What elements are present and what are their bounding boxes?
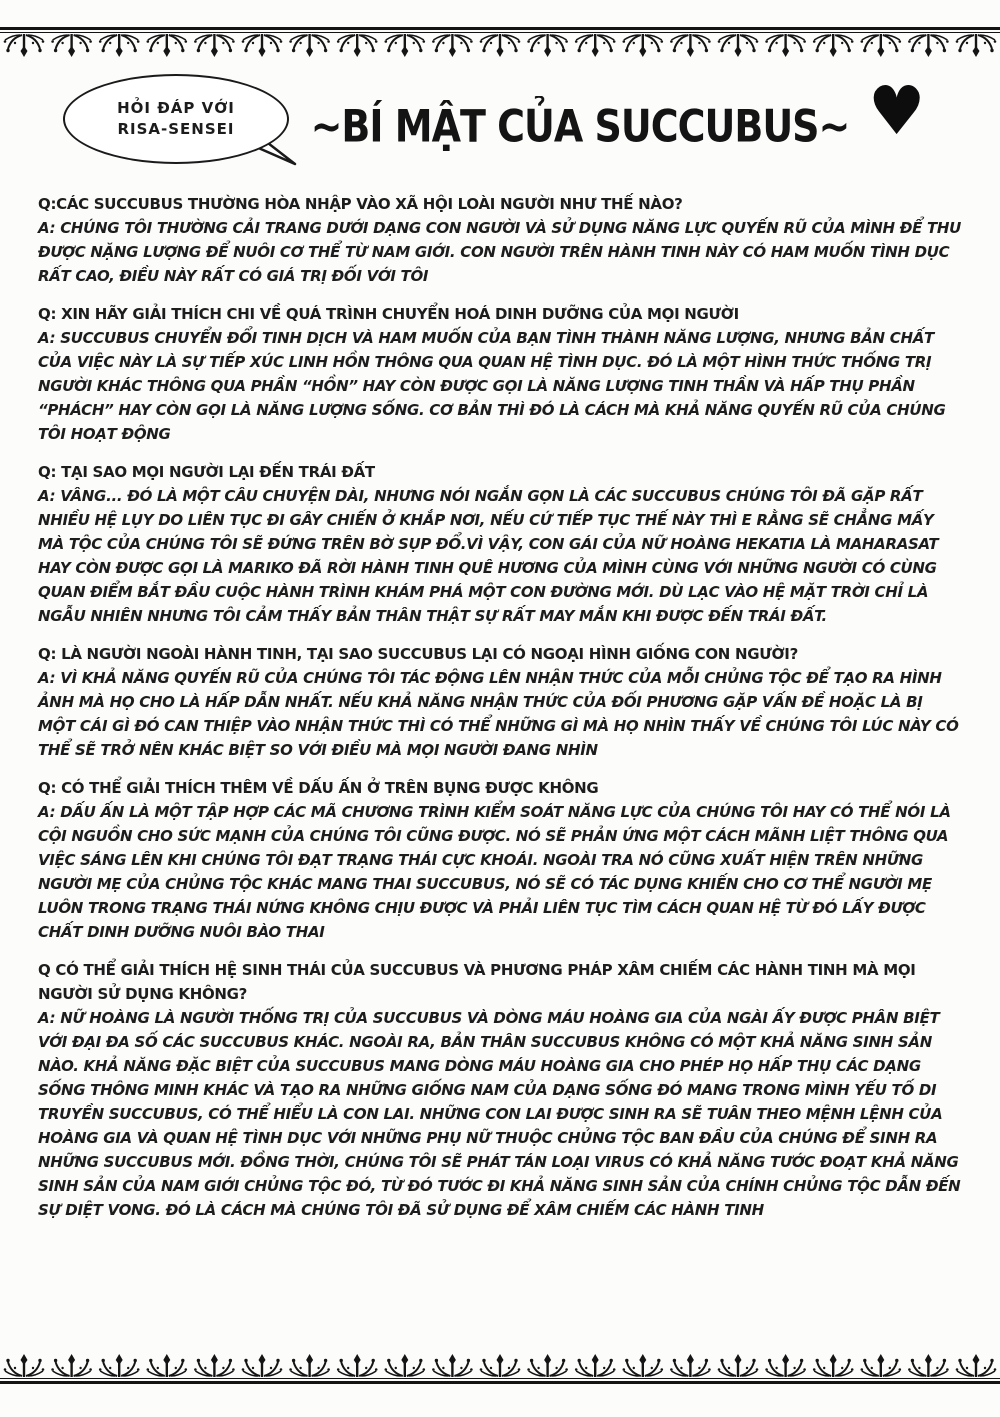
qa-block <box>38 302 964 446</box>
question: Q CÓ THỂ GIẢI THÍCH HỆ SINH THÁI CỦA SUCCUBUS VÀ PHƯƠNG PHÁP XÂM CHIẾM CÁC HÀNH TINH MÀ MỌI NGƯỜI SỬ DỤNG KHÔNG? <box>38 961 916 1003</box>
qa-block <box>38 460 964 628</box>
bottom-border-thick-rule <box>0 1381 1000 1384</box>
speech-bubble-line1: HỎI ĐÁP VỚI <box>117 99 235 117</box>
heart-icon: ♥ <box>868 73 926 151</box>
answer: A: VÂNG... ĐÓ LÀ MỘT CÂU CHUYỆN DÀI, NHƯNG NÓI NGẮN GỌN LÀ CÁC SUCCUBUS CHÚNG TÔI ĐÃ GẶP RẤT NHIỀU HỆ LỤY DO LIÊN TỤC ĐI GÂY CHIẾN Ở KHẮP NƠI, NẾU CỨ TIẾP TỤC THẾ NÀY THÌ E RẰNG SẼ CHẲNG MẤY MÀ TỘC CỦA CHÚNG TÔI SẼ ĐỨNG TRÊN BỜ SỤP ĐỔ.VÌ VẬY, CON GÁI CỦA NỮ HOÀNG HEKATIA LÀ MAHARASAT HAY CÒN ĐƯỢC GỌI LÀ MARIKO ĐÃ RỜI HÀNH TINH QUÊ HƯƠNG CỦA MÌNH CÙNG VỚI NHỮNG NGƯỜI CÓ CÙNG QUAN ĐIỂM BẮT ĐẦU CUỘC HÀNH TRÌNH KHÁM PHÁ MỘT CON ĐƯỜNG MỚI. DÙ LẠC VÀO HỆ MẶT TRỜI CHỈ LÀ NGẪU NHIÊN NHƯNG TÔI CẢM THẤY BẢN THÂN THẬT SỰ RẤT MAY MẮN KHI ĐƯỢC ĐẾN TRÁI ĐẤT. <box>38 487 939 625</box>
top-border <box>0 27 1000 59</box>
qa-block <box>38 958 964 1222</box>
speech-bubble <box>63 74 289 164</box>
question: Q: XIN HÃY GIẢI THÍCH CHI VỀ QUÁ TRÌNH CHUYỂN HOÁ DINH DƯỠNG CỦA MỌI NGƯỜI <box>38 305 739 323</box>
qa-block <box>38 192 964 288</box>
answer: A: DẤU ẤN LÀ MỘT TẬP HỢP CÁC MÃ CHƯƠNG TRÌNH KIỂM SOÁT NĂNG LỰC CỦA CHÚNG TÔI HAY CÓ THỂ NÓI LÀ CỘI NGUỒN CHO SỨC MẠNH CỦA CHÚNG TÔI CŨNG ĐƯỢC. NÓ SẼ PHẢN ỨNG MỘT CÁCH MÃNH LIỆT THÔNG QUA VIỆC SÁNG LÊN KHI CHÚNG TÔI ĐẠT TRẠNG THÁI CỰC KHOÁI. NGOÀI TRA NÓ CŨNG XUẤT HIỆN TRÊN NHỮNG NGƯỜI MẸ CỦA CHỦNG TỘC KHÁC MANG THAI SUCCUBUS, NÓ SẼ CÓ TÁC DỤNG KHIẾN CHO CƠ THỂ NGƯỜI MẸ LUÔN TRONG TRẠNG THÁI NỨNG KHÔNG CHỊU ĐƯỢC VÀ PHẢI LIÊN TỤC TÌM CÁCH QUAN HỆ TỪ ĐÓ LẤY ĐƯỢC CHẤT DINH DƯỠNG NUÔI BÀO THAI <box>38 803 951 941</box>
qa-block <box>38 642 964 762</box>
qa-list <box>38 192 964 1236</box>
answer: A: SUCCUBUS CHUYỂN ĐỔI TINH DỊCH VÀ HAM MUỐN CỦA BẠN TÌNH THÀNH NĂNG LƯỢNG, NHƯNG BẢN CHẤT CỦA VIỆC NÀY LÀ SỰ TIẾP XÚC LINH HỒN THÔNG QUA QUAN HỆ TÌNH DỤC. ĐÓ LÀ MỘT HÌNH THỨC THỐNG TRỊ NGƯỜI KHÁC THÔNG QUA PHẦN “HỒN” HAY CÒN ĐƯỢC GỌI LÀ NĂNG LƯỢNG TINH THẦN VÀ HẤP THỤ PHẦN “PHÁCH” HAY CÒN GỌI LÀ NĂNG LƯỢNG SỐNG. CƠ BẢN THÌ ĐÓ LÀ CÁCH MÀ KHẢ NĂNG QUYẾN RŨ CỦA CHÚNG TÔI HOẠT ĐỘNG <box>38 329 946 443</box>
bottom-border-lace-ornament <box>0 1352 1000 1378</box>
question: Q: CÓ THỂ GIẢI THÍCH THÊM VỀ DẤU ẤN Ở TRÊN BỤNG ĐƯỢC KHÔNG <box>38 779 599 797</box>
bottom-border <box>0 1352 1000 1384</box>
answer: A: CHÚNG TÔI THƯỜNG CẢI TRANG DƯỚI DẠNG CON NGƯỜI VÀ SỬ DỤNG NĂNG LỰC QUYẾN RŨ CỦA MÌNH ĐỂ THU ĐƯỢC NẶNG LƯỢNG ĐỂ NUÔI CƠ THỂ TỪ NAM GIỚI. CON NGƯỜI TRÊN HÀNH TINH NÀY CÓ HAM MUỐN TÌNH DỤC RẤT CAO, ĐIỀU NÀY RẤT CÓ GIÁ TRỊ ĐỐI VỚI TÔI <box>38 219 962 285</box>
qa-block <box>38 776 964 944</box>
answer: A: VÌ KHẢ NĂNG QUYẾN RŨ CỦA CHÚNG TÔI TÁC ĐỘNG LÊN NHẬN THỨC CỦA MỖI CHỦNG TỘC ĐỂ TẠO RA HÌNH ẢNH MÀ HỌ CHO LÀ HẤP DẪN NHẤT. NẾU KHẢ NĂNG NHẬN THỨC CỦA ĐỐI PHƯƠNG GẶP VẤN ĐỀ HOẶC LÀ BỊ MỘT CÁI GÌ ĐÓ CAN THIỆP VÀO NHẬN THỨC THÌ CÓ THỂ NHỮNG GÌ MÀ HỌ NHÌN THẤY VỀ CHÚNG TÔI LÚC NÀY CÓ THỂ SẼ TRỞ NÊN KHÁC BIỆT SO VỚI ĐIỀU MÀ MỌI NGƯỜI ĐANG NHÌN <box>38 669 959 759</box>
top-border-lace-ornament <box>0 33 1000 59</box>
speech-bubble-line2: RISA-SENSEI <box>117 120 235 138</box>
question: Q:CÁC SUCCUBUS THƯỜNG HÒA NHẬP VÀO XÃ HỘI LOÀI NGƯỜI NHƯ THẾ NÀO? <box>38 195 683 213</box>
question: Q: TẠI SAO MỌI NGƯỜI LẠI ĐẾN TRÁI ĐẤT <box>38 463 375 481</box>
question: Q: LÀ NGƯỜI NGOÀI HÀNH TINH, TẠI SAO SUCCUBUS LẠI CÓ NGOẠI HÌNH GIỐNG CON NGƯỜI? <box>38 645 798 663</box>
page-title: ~BÍ MẬT CỦA SUCCUBUS~ <box>310 101 850 153</box>
answer: A: NỮ HOÀNG LÀ NGƯỜI THỐNG TRỊ CỦA SUCCUBUS VÀ DÒNG MÁU HOÀNG GIA CỦA NGÀI ẤY ĐƯỢC PHÂN BIỆT VỚI ĐẠI ĐA SỐ CÁC SUCCUBUS KHÁC. NGOÀI RA, BẢN THÂN SUCCUBUS KHÔNG CÓ MỘT KHẢ NĂNG SINH SẢN NÀO. KHẢ NĂNG ĐẶC BIỆT CỦA SUCCUBUS MANG DÒNG MÁU HOÀNG GIA CHO PHÉP HỌ HẤP THỤ CÁC DẠNG SỐNG THÔNG MINH KHÁC VÀ TẠO RA NHỮNG GIỐNG NAM CỦA DẠNG SỐNG ĐÓ MANG TRONG MÌNH YẾU TỐ DI TRUYỀN SUCCUBUS, CÓ THỂ HIỂU LÀ CON LAI. NHỮNG CON LAI ĐƯỢC SINH RA SẼ TUÂN THEO MỆNH LỆNH CỦA HOÀNG GIA VÀ QUAN HỆ TÌNH DỤC VỚI NHỮNG PHỤ NỮ THUỘC CHỦNG TỘC BAN ĐẦU CỦA CHÚNG ĐỂ SINH RA NHỮNG SUCCUBUS MỚI. ĐỒNG THỜI, CHÚNG TÔI SẼ PHÁT TÁN LOẠI VIRUS CÓ KHẢ NĂNG TƯỚC ĐOẠT KHẢ NĂNG SINH SẢN CỦA NAM GIỚI CHỦNG TỘC ĐÓ, TỪ ĐÓ TƯỚC ĐI KHẢ NĂNG SINH SẢN CỦA CHÍNH CHỦNG TỘC DẪN ĐẾN SỰ DIỆT VONG. ĐÓ LÀ CÁCH MÀ CHÚNG TÔI ĐÃ SỬ DỤNG ĐỂ XÂM CHIẾM CÁC HÀNH TINH <box>38 1009 961 1219</box>
